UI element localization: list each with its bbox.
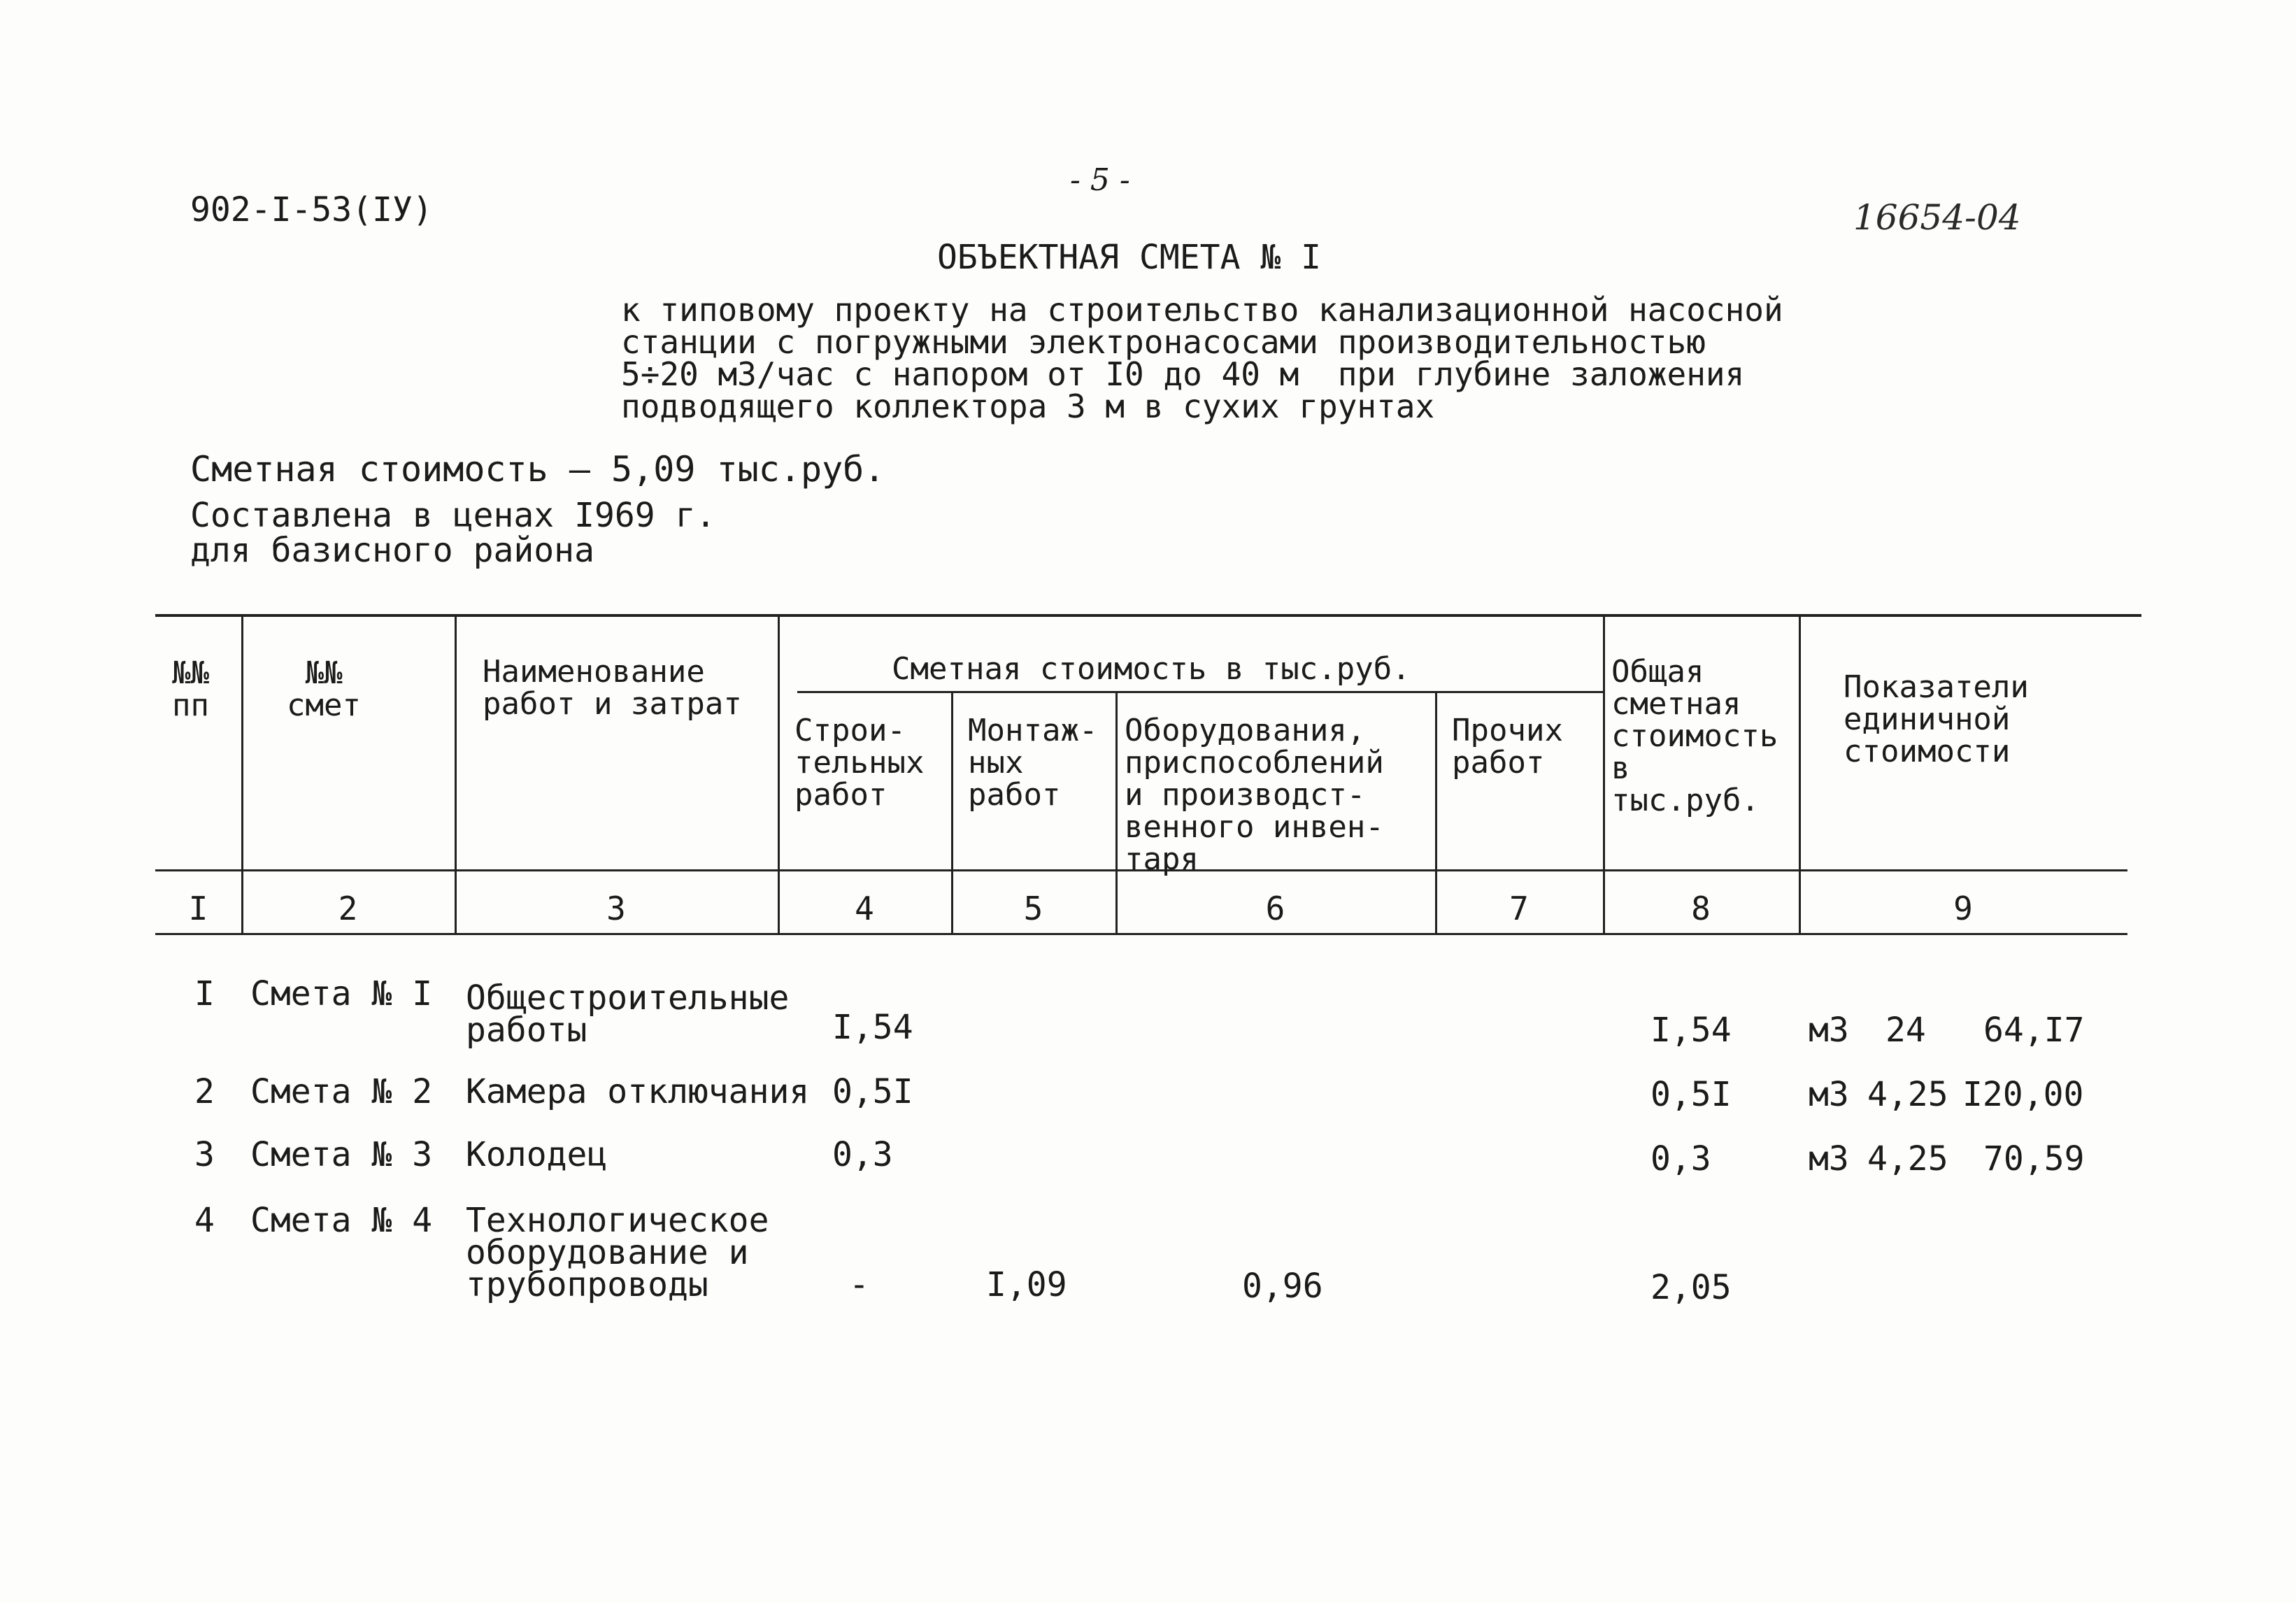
unit-rate: 70,59 [1983, 1139, 2085, 1178]
estimate-ref: Смета № 4 [250, 1201, 433, 1240]
header-construction: Строи- тельных работ [794, 713, 925, 813]
col-divider [241, 617, 243, 935]
column-number: 9 [1953, 890, 1973, 927]
column-number: 6 [1265, 890, 1285, 927]
installation-cost: I,09 [986, 1265, 1067, 1304]
estimated-cost: Сметная стоимость – 5,09 тыс.руб. [190, 449, 885, 490]
header-work-name: Наименование работ и затрат [483, 654, 742, 722]
quantity: 24 [1885, 1011, 1926, 1050]
header-indicators: Показатели единичной стоимости [1844, 669, 2029, 769]
estimate-ref: Смета № 3 [250, 1135, 433, 1174]
col-divider [1603, 617, 1605, 935]
work-name: Технологическое оборудование и трубопроводы [466, 1201, 769, 1304]
header-estimate-number: №№ смет [287, 655, 361, 723]
unit: м3 [1809, 1075, 1849, 1114]
column-number: 5 [1023, 890, 1043, 927]
col-divider [455, 617, 457, 935]
estimate-ref: Смета № I [250, 974, 433, 1013]
col-divider [778, 617, 780, 935]
row-number: 2 [194, 1072, 215, 1111]
header-cost-group: Сметная стоимость в тыс.руб. [892, 651, 1411, 687]
col-divider [1799, 617, 1801, 935]
quantity: 4,25 [1867, 1139, 1948, 1178]
unit: м3 [1809, 1139, 1849, 1178]
table-top-rule [155, 614, 2141, 617]
page-number: - 5 - [1070, 162, 1130, 198]
column-number: 3 [606, 890, 626, 927]
page-subtitle: к типовому проекту на строительство канализационной насосной станции с погружными электронасосами производительностью 5÷20 м3/час с напором от I0 до 40 м при глубине заложения подводящего коллектора 3 м в сухих грунтах [621, 291, 1783, 425]
column-number: 2 [338, 890, 358, 927]
construction-cost: 0,5I [832, 1072, 913, 1111]
construction-cost: I,54 [832, 1008, 913, 1047]
construction-cost: - [849, 1265, 869, 1304]
total-cost: 0,3 [1650, 1139, 1711, 1178]
estimate-ref: Смета № 2 [250, 1072, 433, 1111]
header-equipment: Оборудования, приспособлений и производст- венного инвен- таря [1125, 713, 1384, 877]
row-number: 4 [194, 1201, 215, 1240]
total-cost: 2,05 [1650, 1268, 1732, 1307]
total-cost: 0,5I [1650, 1075, 1732, 1114]
column-number: 4 [855, 890, 874, 927]
work-name: Камера отключания [466, 1072, 810, 1111]
page-title: ОБЪЕКТНАЯ СМЕТА № I [937, 238, 1322, 277]
header-other: Прочих работ [1452, 713, 1563, 781]
group-header-rule [797, 691, 1603, 693]
row-number: I [194, 974, 215, 1013]
header-total: Общая сметная стоимость в тыс.руб. [1611, 654, 1778, 818]
unit-rate: I20,00 [1962, 1075, 2084, 1114]
total-cost: I,54 [1650, 1011, 1732, 1050]
row-number: 3 [194, 1135, 215, 1174]
construction-cost: 0,3 [832, 1135, 893, 1174]
column-number: 7 [1509, 890, 1529, 927]
column-number: I [188, 890, 208, 927]
header-installation: Монтаж- ных работ [968, 713, 1098, 813]
document-code: 902-I-53(IУ) [190, 190, 433, 229]
header-row-number: №№ пп [172, 655, 209, 723]
numbers-bottom-rule [155, 933, 2127, 935]
column-number: 8 [1691, 890, 1711, 927]
archive-number: 16654-04 [1853, 197, 2021, 238]
compiled-note: Составлена в ценах I969 г. для базисного района [190, 496, 716, 570]
work-name: Колодец [466, 1135, 608, 1174]
equipment-cost: 0,96 [1242, 1267, 1323, 1306]
quantity: 4,25 [1867, 1075, 1948, 1114]
work-name: Общестроительные работы [466, 978, 790, 1050]
unit-rate: 64,I7 [1983, 1011, 2085, 1050]
unit: м3 [1809, 1011, 1849, 1050]
